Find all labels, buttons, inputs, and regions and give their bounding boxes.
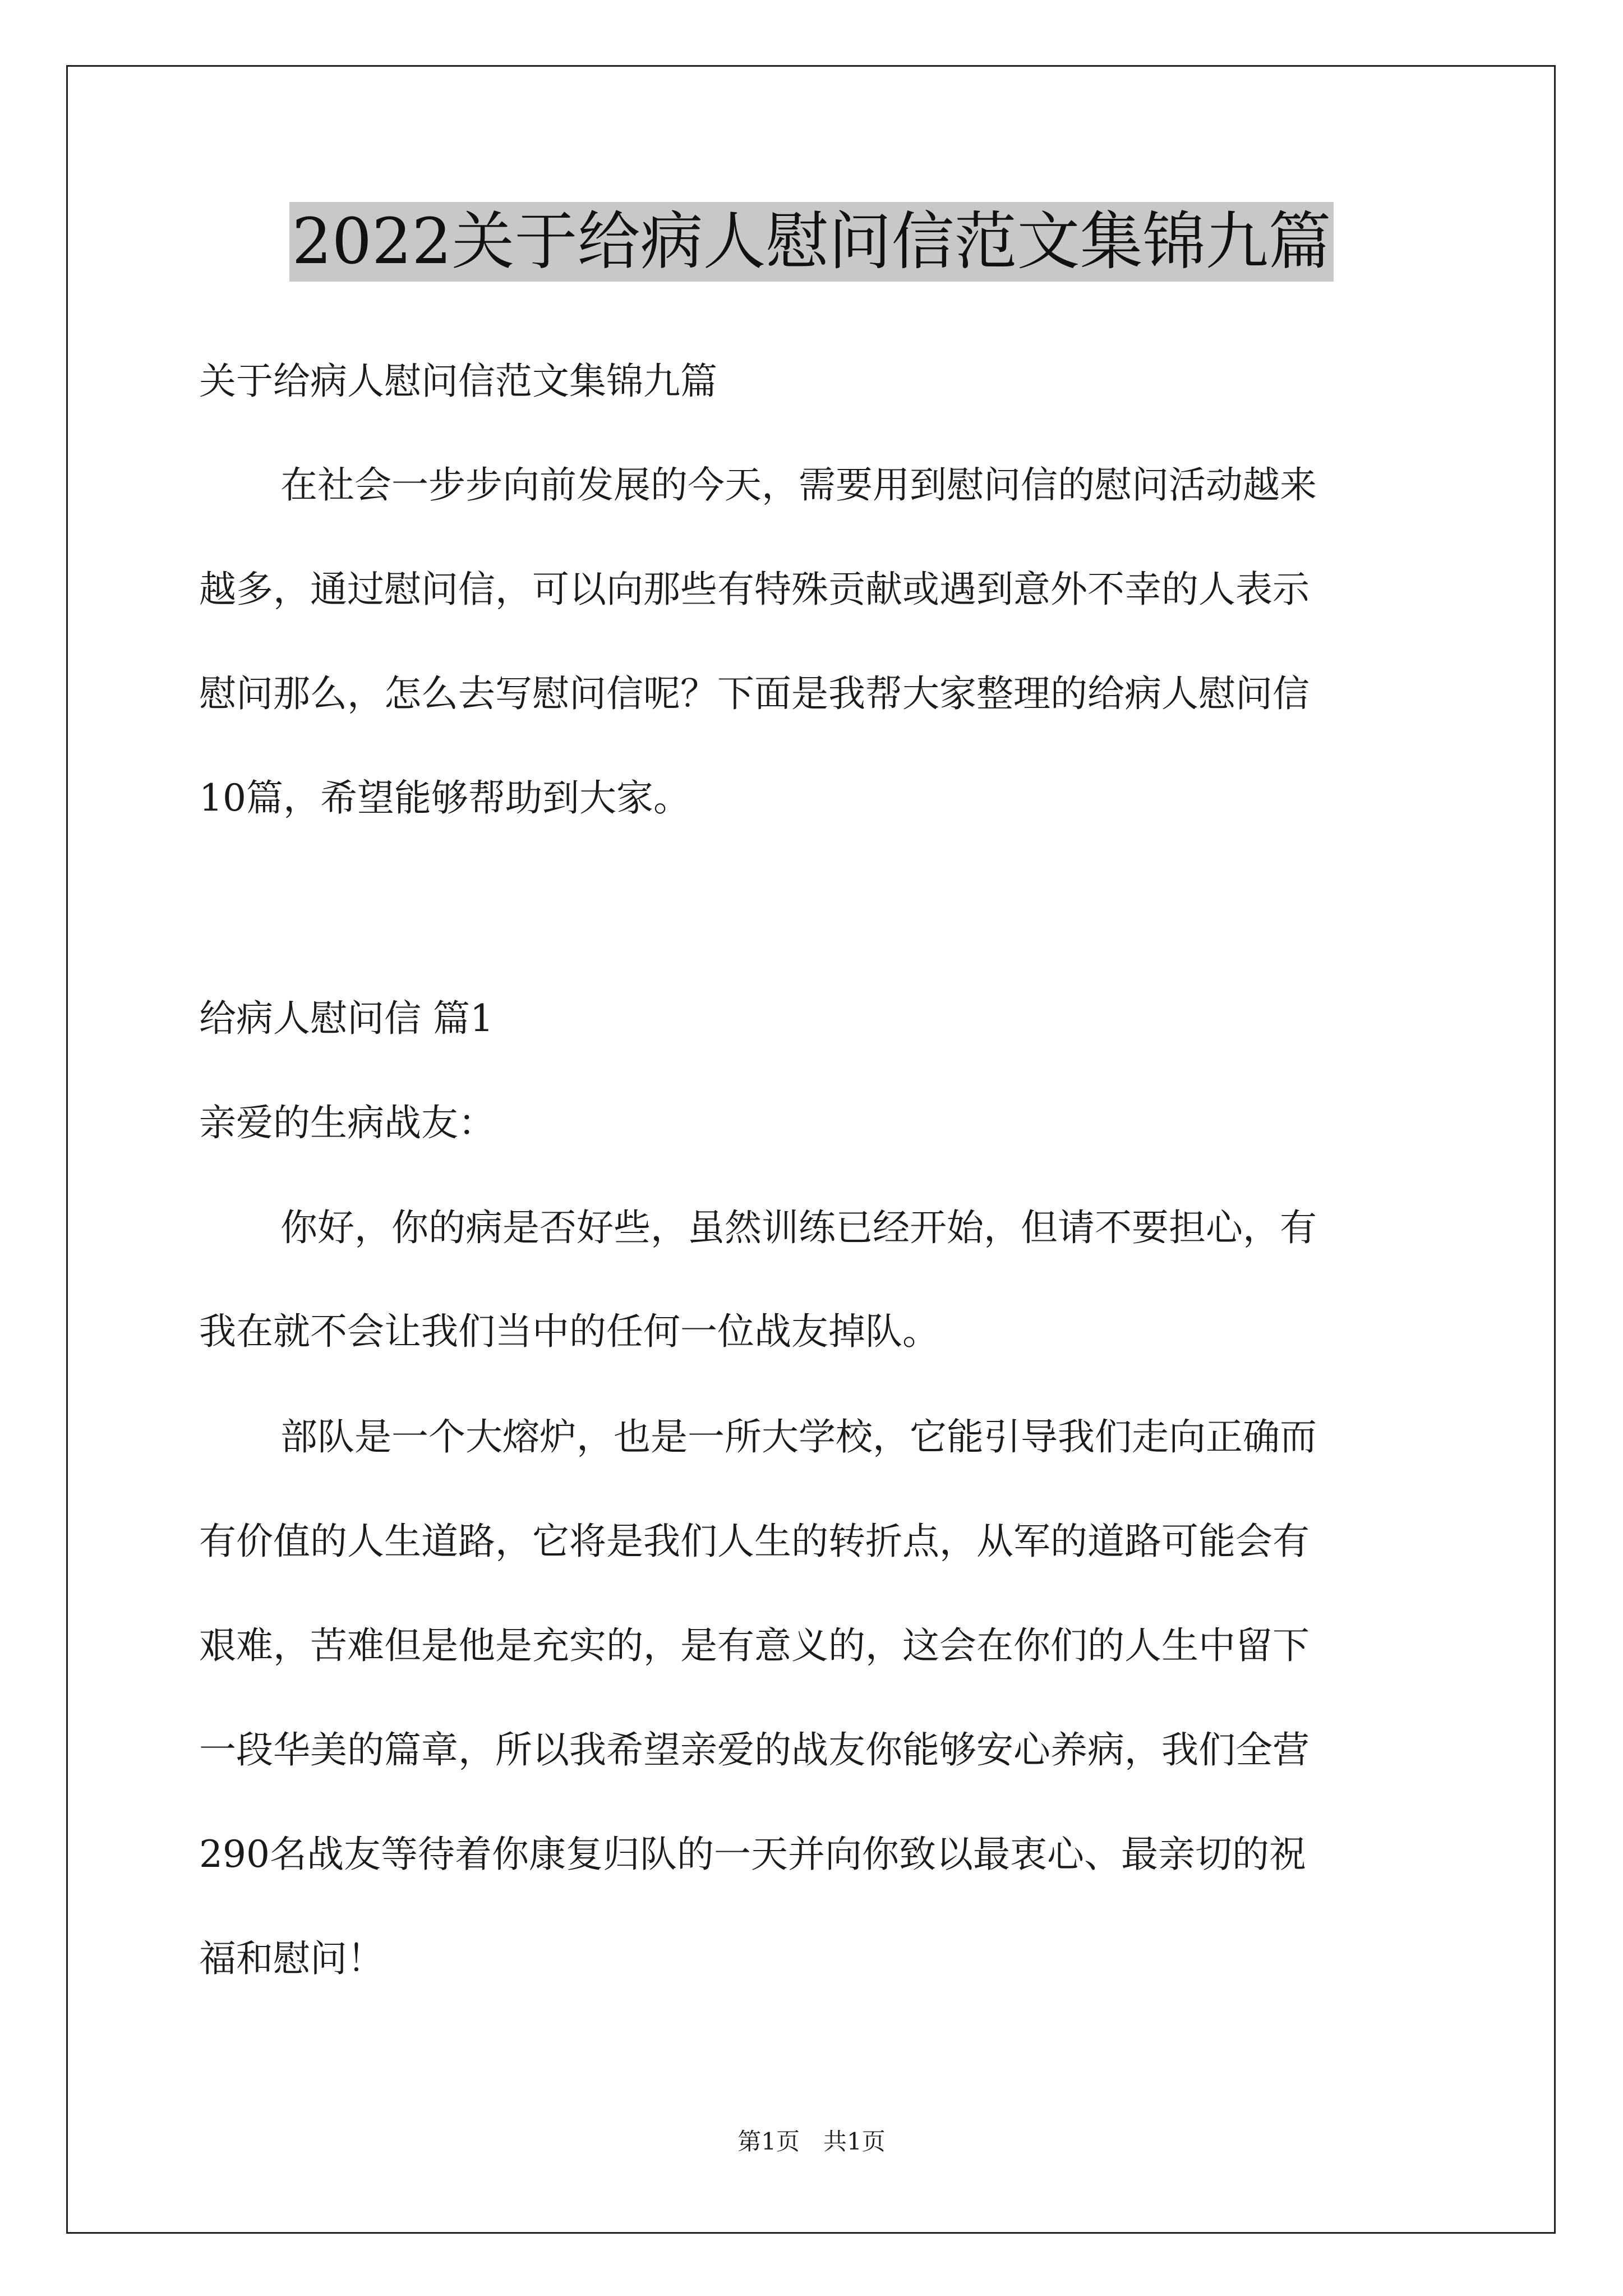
paragraph-line: 10篇，希望能够帮助到大家。: [199, 776, 690, 820]
paragraph-line: 290名战友等待着你康复归队的一天并向你致以最衷心、最亲切的祝: [199, 1833, 1306, 1876]
page-footer: 第1页 共1页: [737, 2128, 886, 2155]
paragraph-line: 越多，通过慰问信，可以向那些有特殊贡献或遇到意外不幸的人表示: [199, 568, 1310, 611]
paragraph-line: 部队是一个大熔炉，也是一所大学校，它能引导我们走向正确而: [280, 1415, 1317, 1458]
title-container: [0, 202, 1623, 282]
section-heading: 给病人慰问信 篇1: [199, 997, 494, 1040]
subtitle-line: 关于给病人慰问信范文集锦九篇: [199, 360, 717, 403]
salutation-line: 亲爱的生病战友：: [199, 1101, 495, 1144]
paragraph-line: 艰难，苦难但是他是充实的，是有意义的，这会在你们的人生中留下: [199, 1624, 1310, 1667]
paragraph-line: 慰问那么，怎么去写慰问信呢？下面是我帮大家整理的给病人慰问信: [199, 672, 1310, 715]
paragraph-line: 一段华美的篇章，所以我希望亲爱的战友你能够安心养病，我们全营: [199, 1728, 1310, 1772]
paragraph-line: 在社会一步步向前发展的今天，需要用到慰问信的慰问活动越来: [280, 463, 1317, 507]
paragraph-line: 我在就不会让我们当中的任何一位战友掉队。: [199, 1310, 939, 1353]
paragraph-line: 有价值的人生道路，它将是我们人生的转折点，从军的道路可能会有: [199, 1520, 1310, 1563]
paragraph-line: 你好，你的病是否好些，虽然训练已经开始，但请不要担心，有: [280, 1206, 1317, 1249]
document-title: 2022关于给病人慰问信范文集锦九篇: [289, 202, 1333, 282]
paragraph-line: 福和慰问！: [199, 1937, 384, 1980]
